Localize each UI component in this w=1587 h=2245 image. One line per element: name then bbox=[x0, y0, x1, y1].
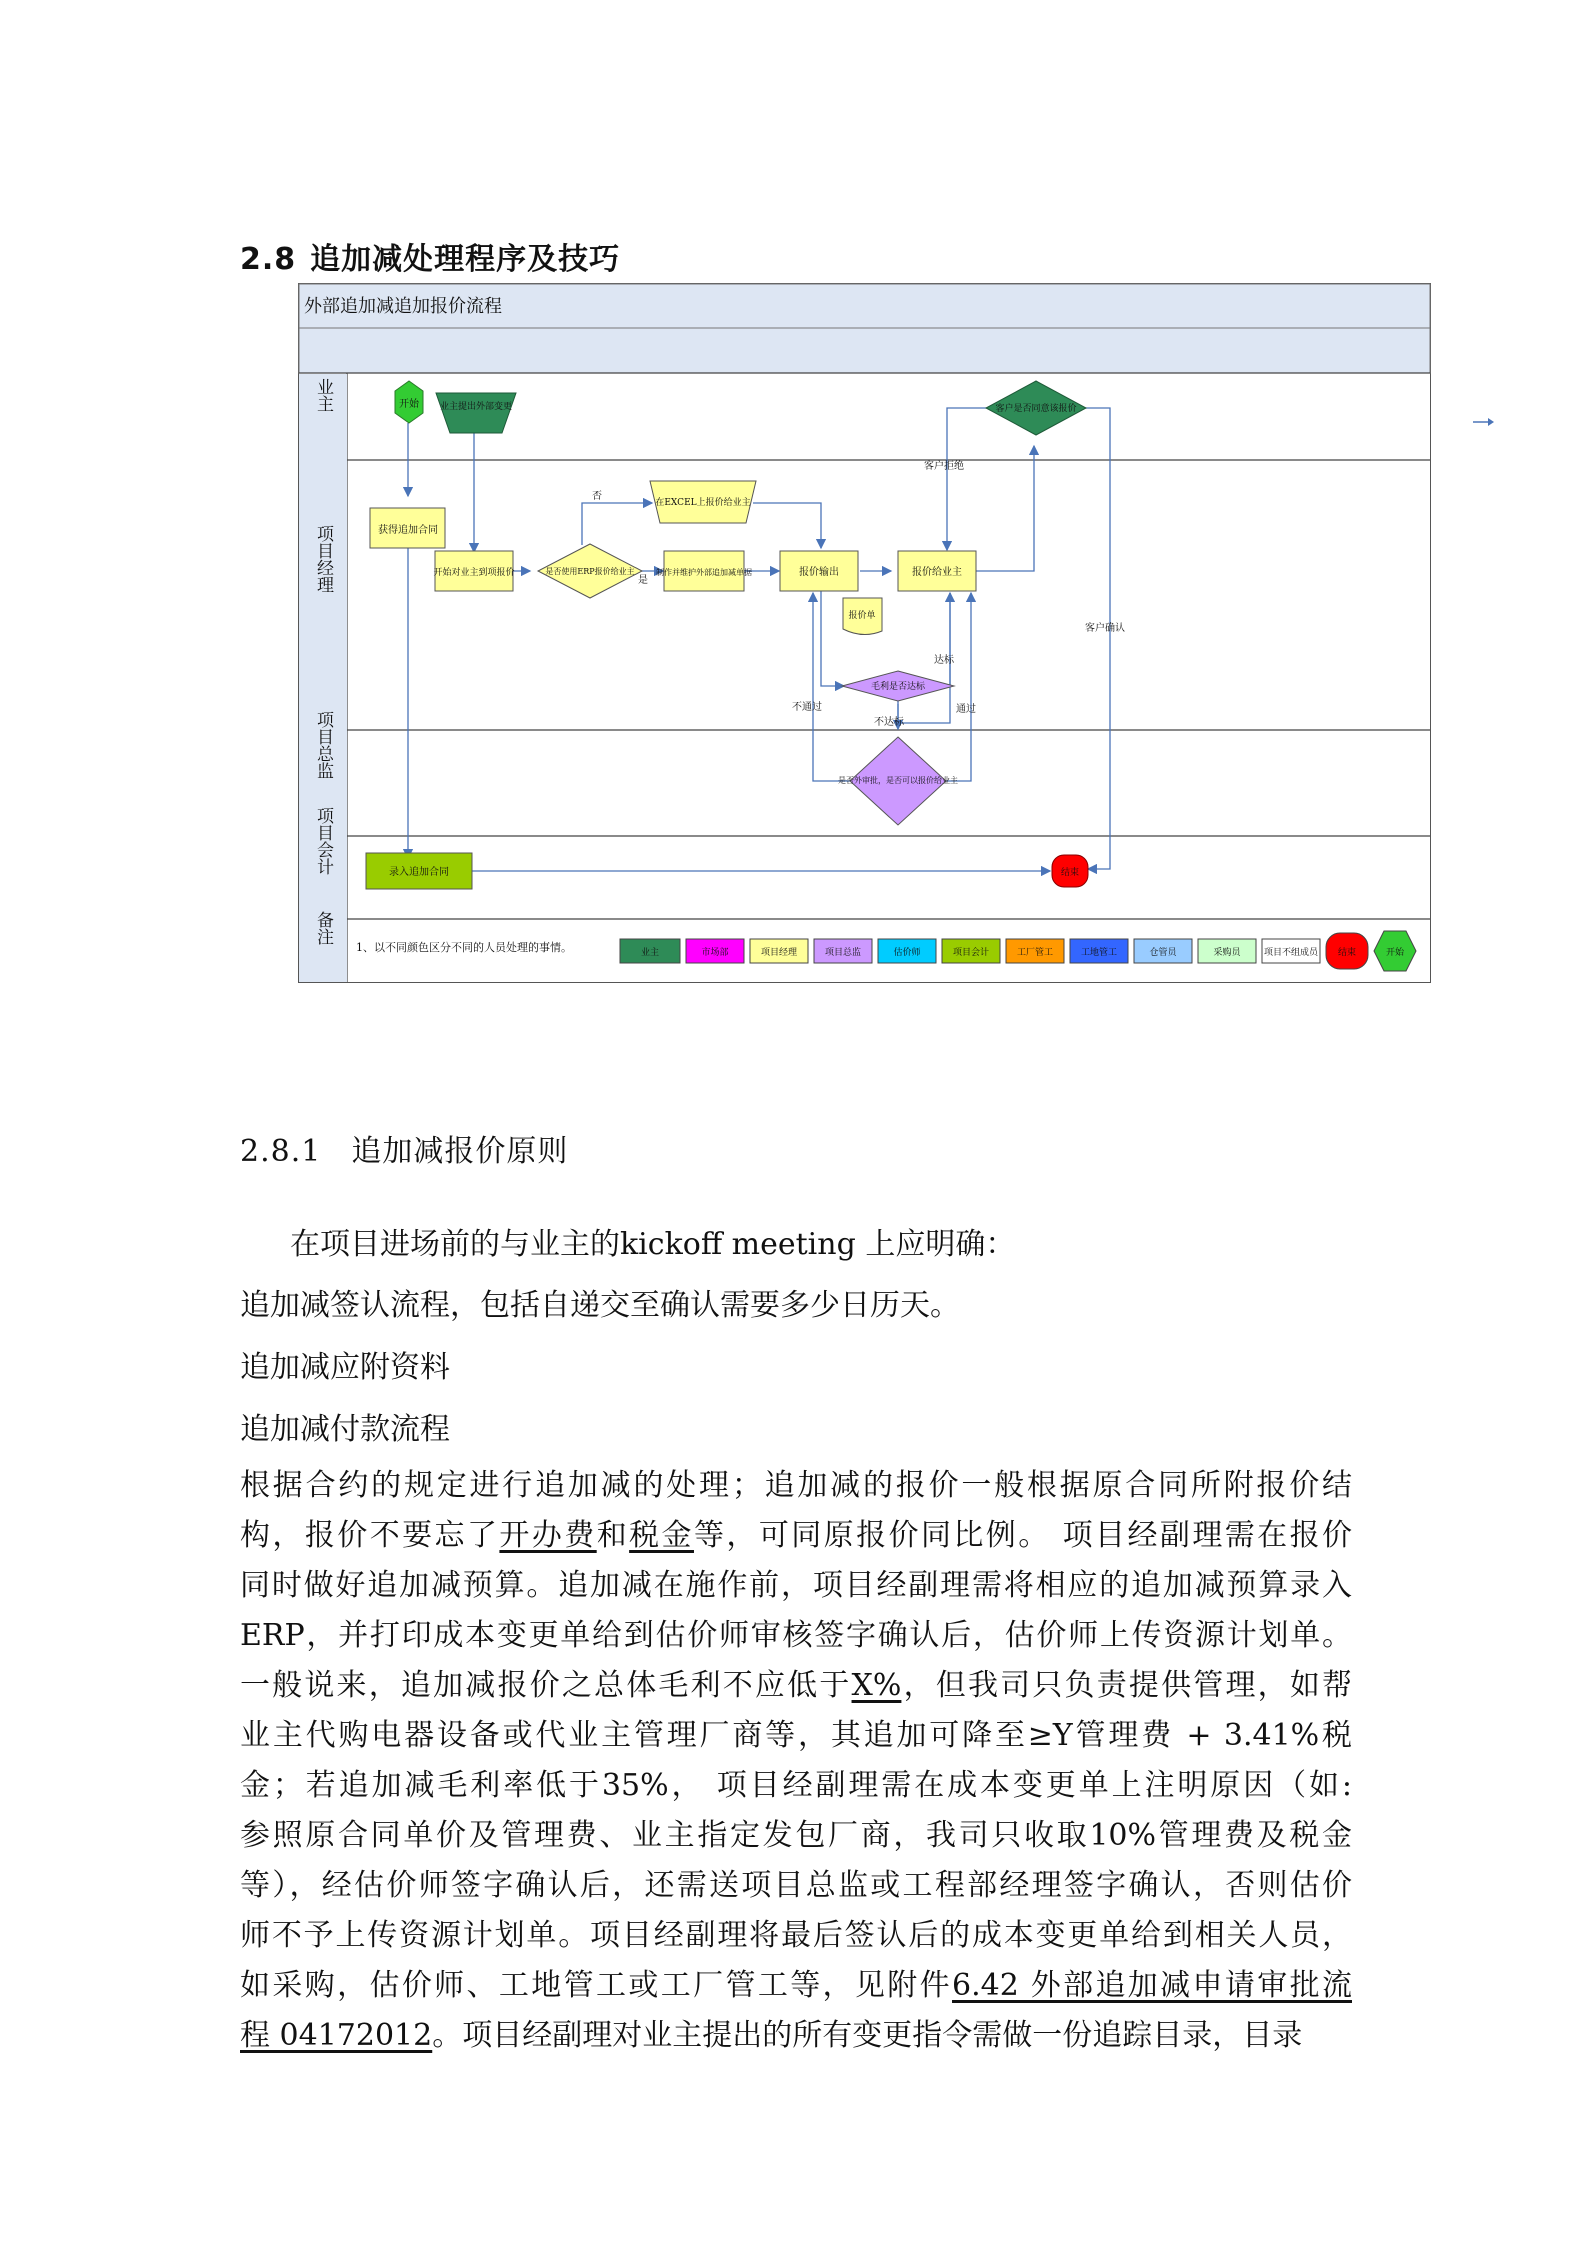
node-start-label: 开始 bbox=[399, 399, 419, 410]
node-owner-change-label: 业主提出外部变更 bbox=[439, 402, 513, 412]
paragraph-main bbox=[240, 1461, 1352, 2061]
label-no: 否 bbox=[592, 491, 602, 502]
node-quote-output-label: 报价输出 bbox=[799, 567, 839, 578]
legend-label-8: 仓管员 bbox=[1149, 948, 1177, 958]
flowchart bbox=[298, 283, 1431, 983]
legend-label-12: 开始 bbox=[1385, 948, 1405, 958]
label-yes: 是 bbox=[638, 575, 648, 586]
main-line-2: 构，报价不要忘了开办费和税金等，可同原报价同比例。 项目经副理需在报价 bbox=[240, 1518, 1353, 1553]
lane-director: 项目总监 bbox=[313, 711, 333, 779]
legend-label-3: 项目总监 bbox=[824, 948, 862, 958]
main-line-1: 根据合约的规定进行追加减的处理；追加减的报价一般根据原合同所附报价结 bbox=[240, 1468, 1352, 1503]
node-owner-change bbox=[436, 393, 516, 433]
section-heading bbox=[240, 234, 620, 278]
flowchart-svg bbox=[298, 283, 1431, 983]
section-number: 2.8 bbox=[240, 242, 297, 277]
lane-header-column bbox=[299, 374, 347, 982]
node-excel-quote-label: 在EXCEL上报价给业主 bbox=[655, 498, 751, 508]
attachment-link-part2[interactable]: 程 04172012 bbox=[240, 2018, 433, 2053]
node-customer-agree-label: 客户是否同意该报价 bbox=[995, 404, 1077, 414]
node-record-contract-label: 录入追加合同 bbox=[389, 867, 449, 878]
node-end-label: 结束 bbox=[1060, 868, 1080, 878]
legend-label-11: 结束 bbox=[1337, 948, 1357, 958]
label-pass: 通过 bbox=[956, 704, 976, 715]
node-quote-to-owner-label: 报价给业主 bbox=[912, 567, 962, 578]
node-director-check-label: 是否外审批，是否可以报价给业主 bbox=[838, 776, 958, 785]
main-line-8: 参照原合同单价及管理费、业主指定发包厂商，我司只收取10%管理费及税金 bbox=[240, 1818, 1352, 1853]
node-quote-form-label: 报价单 bbox=[848, 611, 876, 621]
legend-label-4: 估价师 bbox=[893, 948, 921, 958]
lane-accountant: 项目会计 bbox=[313, 807, 333, 875]
main-line-3: 同时做好追加减预算。追加减在施作前，项目经副理需将相应的追加减预算录入 bbox=[240, 1568, 1352, 1603]
underline-kaibanfei: 开办费 bbox=[499, 1518, 597, 1553]
label-customer-confirm: 客户确认 bbox=[1085, 623, 1125, 634]
section-title: 追加减处理程序及技巧 bbox=[310, 242, 621, 277]
flow-title: 外部追加减追加报价流程 bbox=[304, 296, 502, 317]
legend-label-6: 工厂管工 bbox=[1016, 948, 1054, 958]
lane-remarks: 备注 bbox=[313, 911, 333, 945]
attachment-link-part1[interactable]: 6.42 外部追加减申请审批流 bbox=[952, 1968, 1352, 2003]
paragraph-payment-flow: 追加减付款流程 bbox=[240, 1412, 450, 1447]
label-reach: 达标 bbox=[934, 655, 954, 666]
legend-label-2: 项目经理 bbox=[760, 948, 798, 958]
subsection-title: 追加减报价原则 bbox=[351, 1134, 569, 1169]
paragraph-sign-flow: 追加减签认流程，包括自递交至确认需要多少日历天。 bbox=[240, 1288, 960, 1323]
underline-x-percent: X% bbox=[851, 1668, 902, 1703]
underline-shuijin: 税金 bbox=[629, 1518, 694, 1553]
flow-note: 1、以不同颜色区分不同的人员处理的事情。 bbox=[356, 941, 572, 954]
label-customer-reject: 客户拒绝 bbox=[924, 461, 964, 472]
arrow-right-icon bbox=[1473, 413, 1495, 432]
main-line-4: ERP，并打印成本变更单给到估价师审核签字确认后，估价师上传资源计划单。 bbox=[240, 1618, 1352, 1653]
main-line-12: 程 04172012。项目经副理对业主提出的所有变更指令需做一份追踪目录，目录 bbox=[240, 2018, 1303, 2053]
label-not-pass: 不通过 bbox=[792, 702, 822, 713]
legend-label-7: 工地管工 bbox=[1080, 948, 1118, 958]
legend-label-5: 项目会计 bbox=[952, 948, 990, 958]
node-get-contract-label: 获得追加合同 bbox=[378, 525, 438, 536]
main-line-5: 一般说来，追加减报价之总体毛利不应低于X%，但我司只负责提供管理，如帮 bbox=[240, 1668, 1353, 1703]
legend-label-9: 采购员 bbox=[1213, 948, 1241, 958]
main-line-10: 师不予上传资源计划单。项目经副理将最后签认后的成本变更单给到相关人员， bbox=[240, 1918, 1352, 1953]
main-line-6: 业主代购电器设备或代业主管理厂商等，其追加可降至≥Y管理费 + 3.41%税 bbox=[240, 1718, 1352, 1753]
lane-owner: 业主 bbox=[313, 378, 333, 412]
main-line-9: 等），经估价师签字确认后，还需送项目总监或工程部经理签字确认，否则估价 bbox=[240, 1868, 1352, 1903]
main-line-11: 如采购，估价师、工地管工或工厂管工等，见附件6.42 外部追加减申请审批流 bbox=[240, 1968, 1352, 2003]
node-start-quote-label: 开始对业主到项报价 bbox=[433, 568, 515, 578]
legend-label-1: 市场部 bbox=[701, 948, 729, 958]
legend-label-10: 项目不组成员 bbox=[1263, 948, 1319, 958]
subsection-number: 2.8.1 bbox=[240, 1134, 322, 1169]
legend-label-0: 业主 bbox=[640, 948, 660, 958]
label-not-reach: 不达标 bbox=[874, 717, 904, 728]
node-use-erp-label: 是否使用ERP报价给业主 bbox=[545, 567, 635, 576]
lane-pm: 项目经理 bbox=[313, 525, 333, 593]
main-line-7: 金；若追加减毛利率低于35%， 项目经副理需在成本变更单上注明原因（如: bbox=[240, 1768, 1352, 1803]
flow-subtitle-bar bbox=[299, 328, 1430, 373]
paragraph-attachments: 追加减应附资料 bbox=[240, 1350, 450, 1385]
paragraph-kickoff: 在项目进场前的与业主的kickoff meeting 上应明确： bbox=[290, 1227, 1016, 1262]
node-margin-check-label: 毛利是否达标 bbox=[870, 682, 926, 692]
subsection-heading bbox=[240, 1126, 568, 1170]
node-maintain-form-label: 制作并维护外部追加减单据 bbox=[656, 568, 752, 577]
